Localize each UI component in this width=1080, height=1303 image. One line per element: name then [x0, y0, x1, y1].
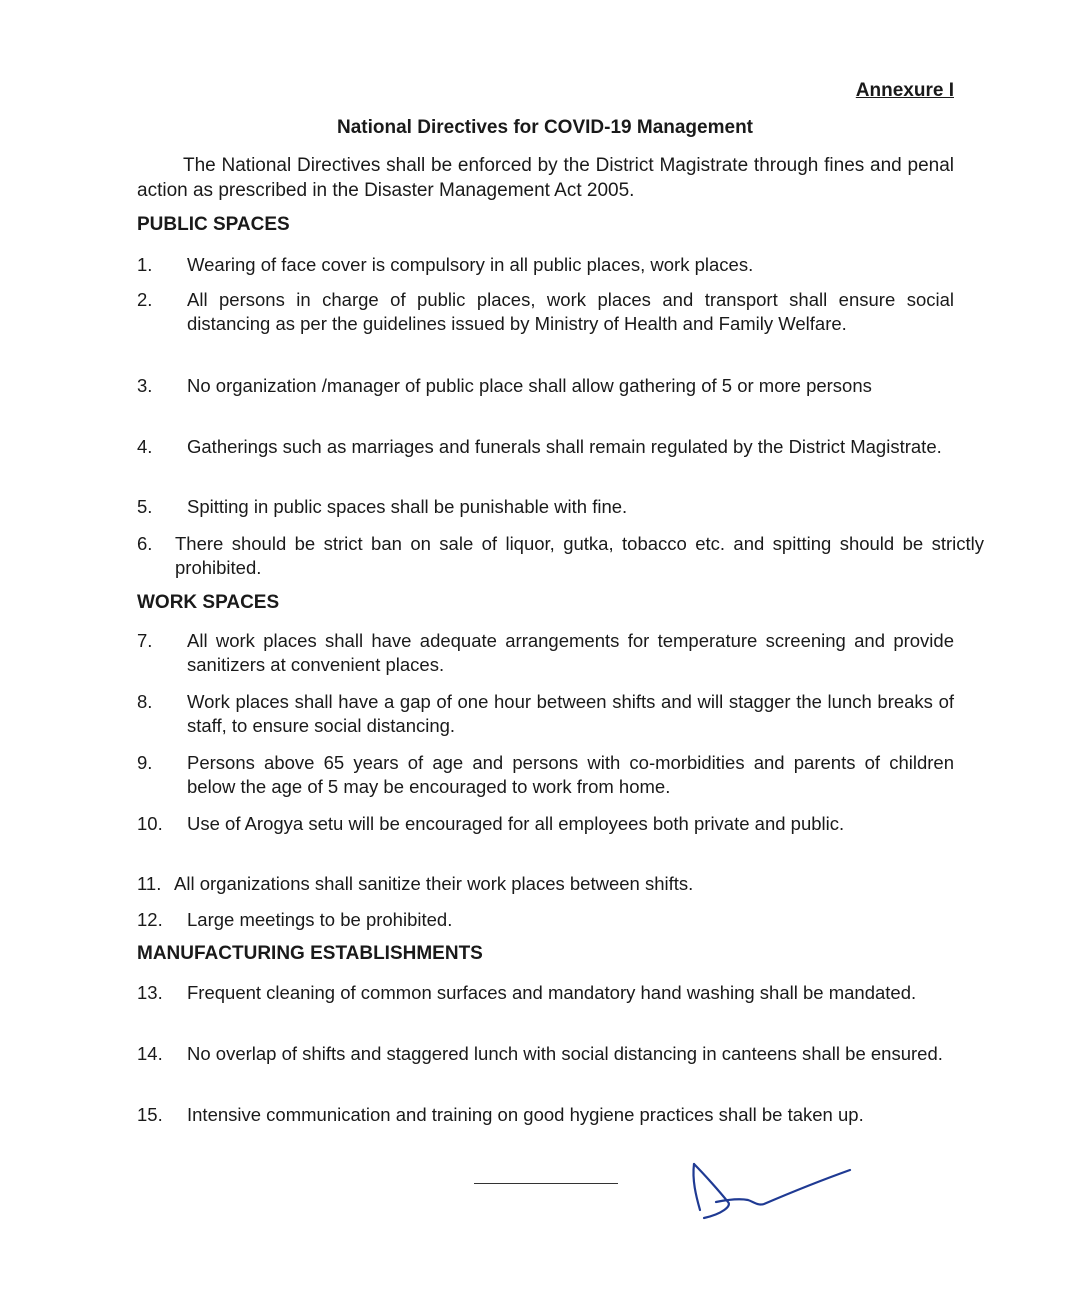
- item-text: No organization /manager of public place shall allow gathering of 5 or more persons: [187, 375, 872, 396]
- item-number: 7.: [137, 630, 153, 651]
- list-item: [137, 532, 984, 580]
- list-item: [137, 690, 954, 738]
- signature-line: [474, 1183, 618, 1184]
- item-number: 15.: [137, 1104, 163, 1125]
- list-item: [137, 288, 954, 336]
- item-number: 4.: [137, 436, 153, 457]
- list-item: [137, 751, 954, 799]
- item-number: 9.: [137, 752, 153, 773]
- list-item: [137, 872, 954, 896]
- item-text: Frequent cleaning of common surfaces and mandatory hand washing shall be mandated.: [187, 982, 917, 1003]
- item-number: 1.: [137, 254, 153, 275]
- list-item: [137, 812, 954, 836]
- section-heading-manufacturing: MANUFACTURING ESTABLISHMENTS: [137, 943, 483, 964]
- item-number: 3.: [137, 375, 153, 396]
- item-text: All organizations shall sanitize their work places between shifts.: [174, 873, 694, 894]
- item-text: Intensive communication and training on good hygiene practices shall be taken up.: [187, 1104, 864, 1125]
- section-heading-public-spaces: PUBLIC SPACES: [137, 214, 290, 235]
- list-item: [137, 495, 954, 519]
- annexure-label: Annexure I: [855, 80, 954, 101]
- item-number: 11.: [137, 873, 162, 894]
- item-number: 14.: [137, 1043, 163, 1064]
- list-item: [137, 908, 954, 932]
- list-item: [137, 1042, 954, 1066]
- list-item: [137, 253, 954, 277]
- item-number: 8.: [137, 691, 153, 712]
- list-item: [137, 374, 954, 398]
- item-number: 12.: [137, 909, 163, 930]
- item-text: Use of Arogya setu will be encouraged for all employees both private and public.: [187, 813, 845, 834]
- item-text: All persons in charge of public places, work places and transport shall ensure social distancing as per the guidelines issued by Ministry of Health and Family Welfare.: [187, 289, 954, 334]
- item-text: Gatherings such as marriages and funerals shall remain regulated by the District Magistrate.: [187, 436, 942, 457]
- list-item: [137, 629, 954, 677]
- item-number: 6.: [137, 533, 153, 554]
- item-number: 13.: [137, 982, 163, 1003]
- item-text: There should be strict ban on sale of liquor, gutka, tobacco etc. and spitting should be strictly prohibited.: [175, 533, 984, 578]
- document-title: National Directives for COVID-19 Management: [337, 117, 753, 138]
- item-number: 5.: [137, 496, 153, 517]
- list-item: [137, 981, 954, 1005]
- item-text: Wearing of face cover is compulsory in all public places, work places.: [187, 254, 754, 275]
- section-heading-work-spaces: WORK SPACES: [137, 592, 280, 613]
- item-text: Spitting in public spaces shall be punishable with fine.: [187, 496, 628, 517]
- item-text: All work places shall have adequate arrangements for temperature screening and provide sanitizers at convenient places.: [187, 630, 954, 675]
- item-number: 10.: [137, 813, 163, 834]
- item-text: Persons above 65 years of age and persons with co-morbidities and parents of children below the age of 5 may be encouraged to work from home.: [187, 752, 954, 797]
- item-text: Work places shall have a gap of one hour between shifts and will stagger the lunch breaks of staff, to ensure social distancing.: [187, 691, 954, 736]
- list-item: [137, 435, 954, 459]
- list-item: [137, 1103, 954, 1127]
- item-text: No overlap of shifts and staggered lunch with social distancing in canteens shall be ensured.: [187, 1043, 943, 1064]
- signature-icon: [682, 1152, 857, 1227]
- item-number: 2.: [137, 289, 153, 310]
- intro-paragraph: The National Directives shall be enforced by the District Magistrate through fines and penal action as prescribed in the Disaster Management Act 2005.: [137, 155, 954, 201]
- item-text: Large meetings to be prohibited.: [187, 909, 453, 930]
